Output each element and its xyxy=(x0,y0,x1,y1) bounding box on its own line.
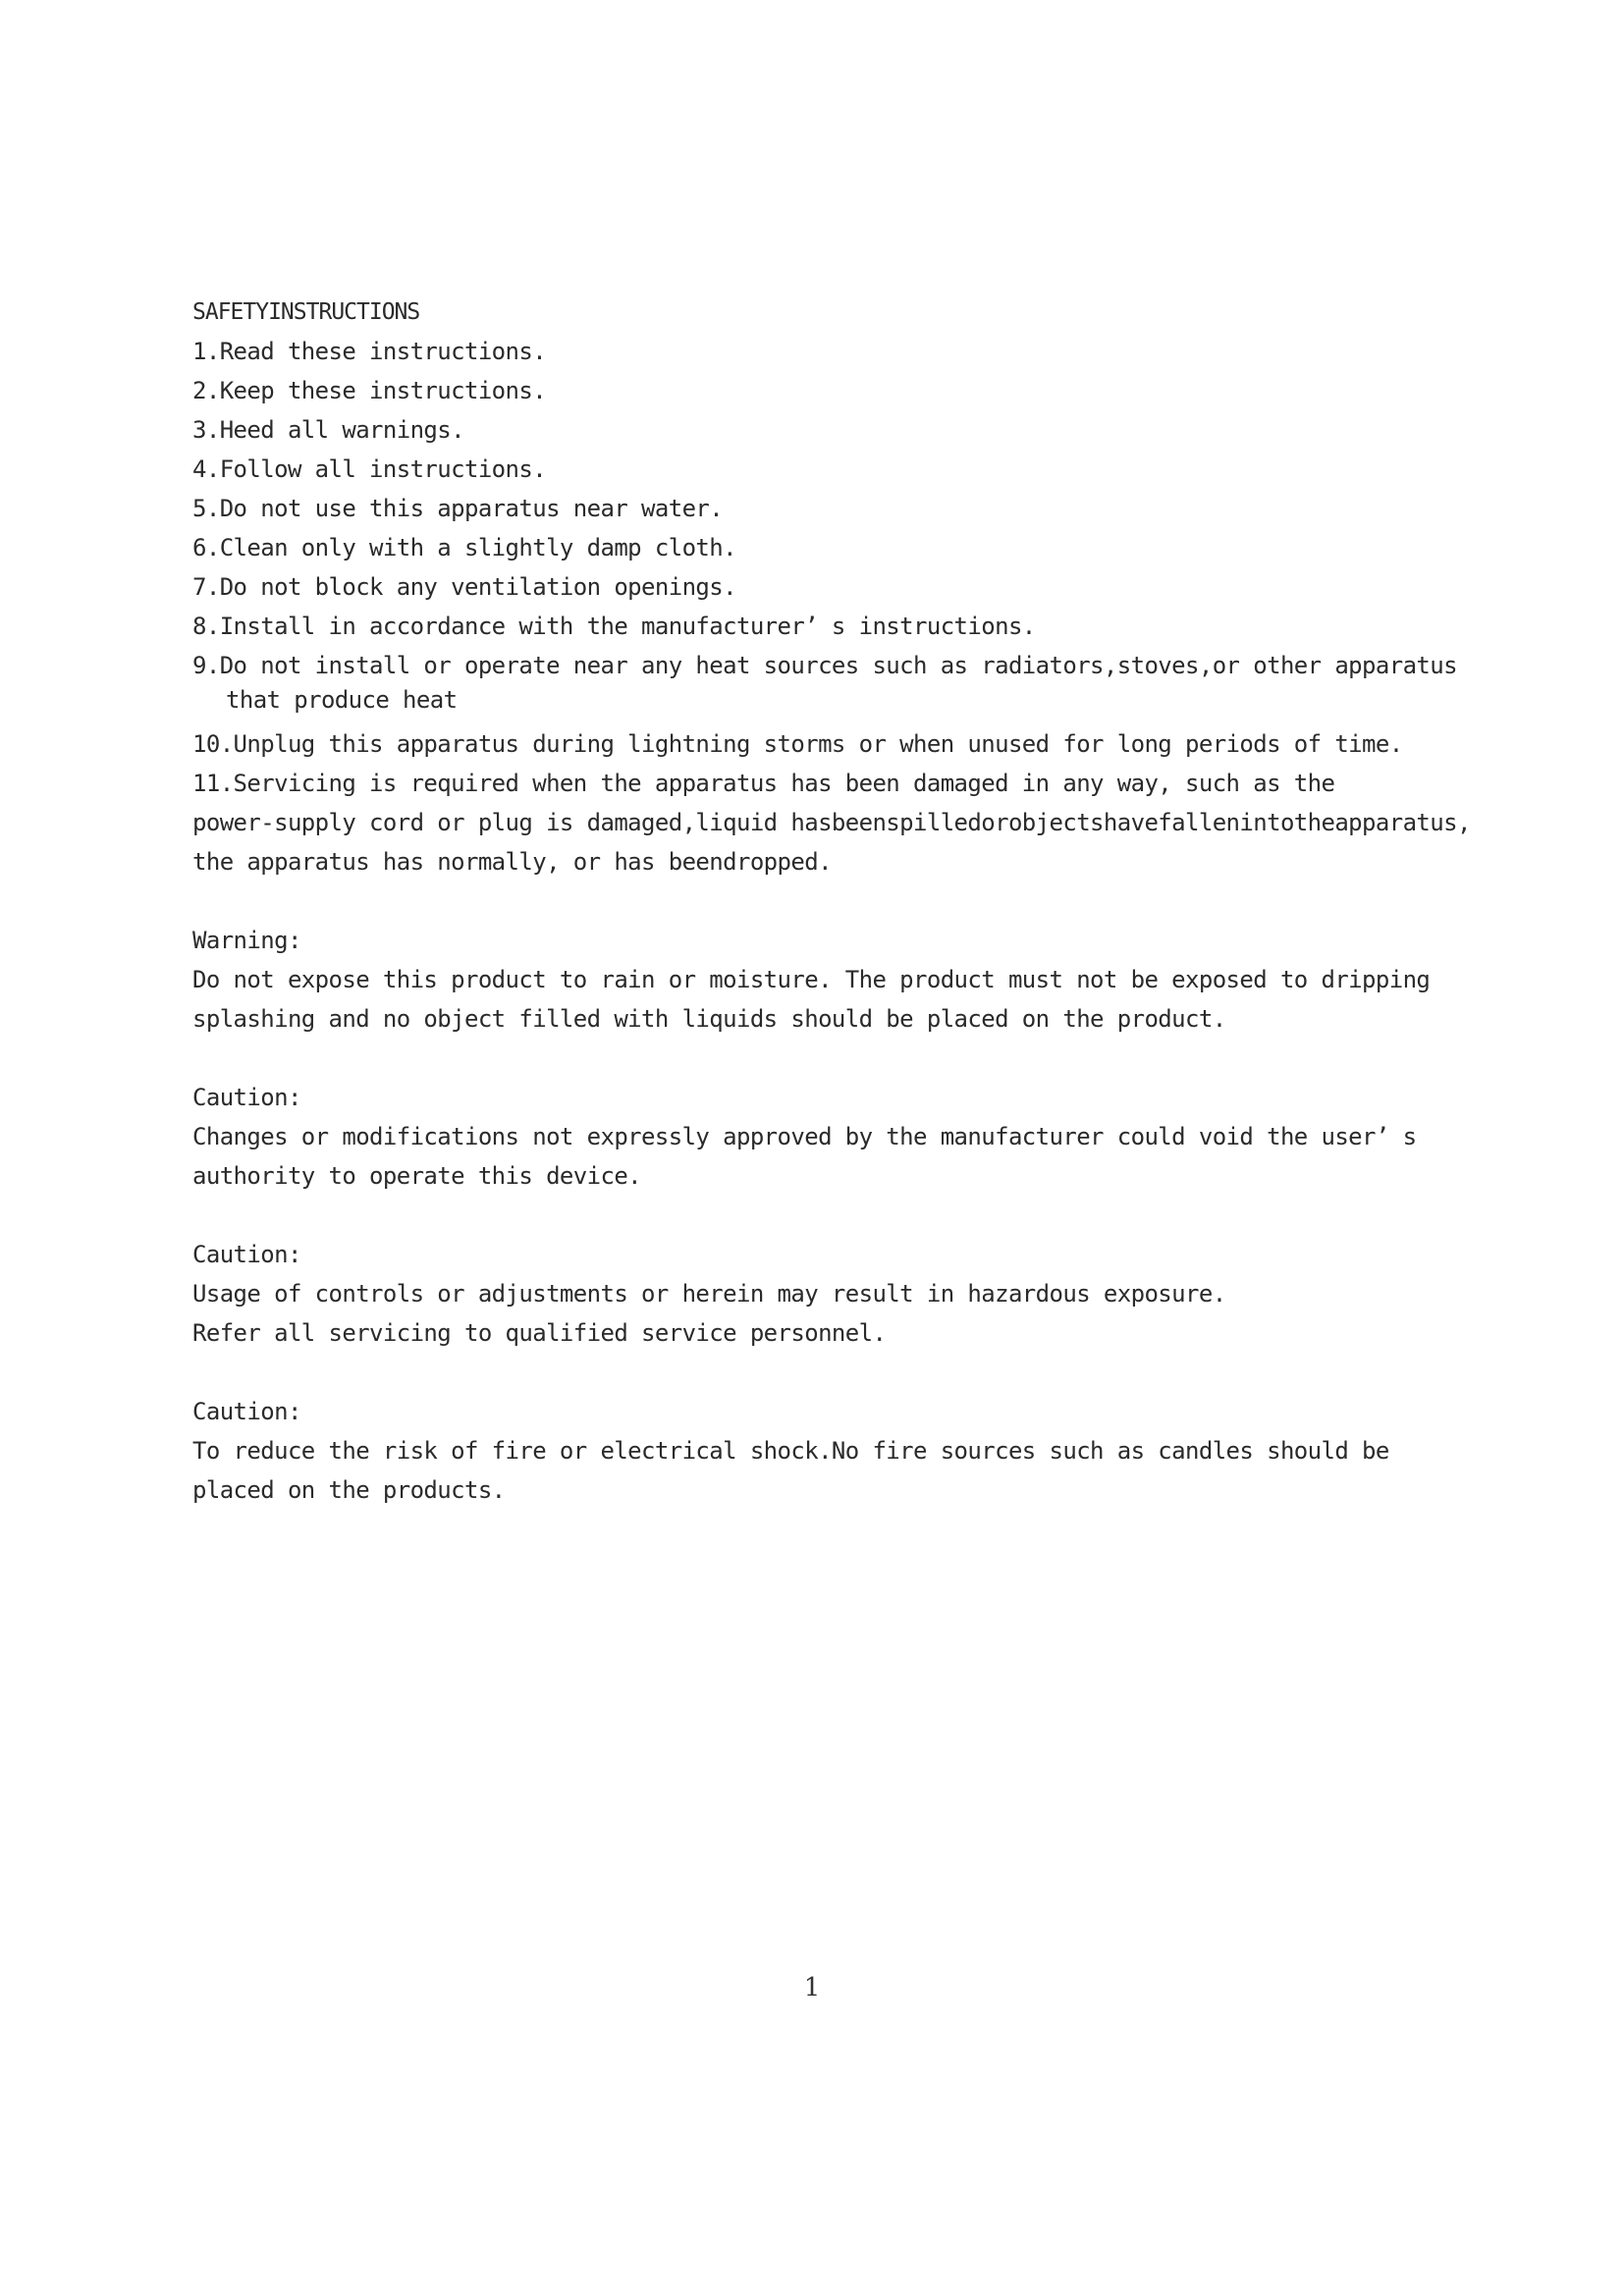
list-item-7: 7.Do not block any ventilation openings. xyxy=(192,573,736,601)
caution-section-2 xyxy=(192,1235,1469,1353)
list-item-5: 5.Do not use this apparatus near water. xyxy=(192,495,724,522)
document-title: SAFETYINSTRUCTIONS xyxy=(192,299,420,325)
caution-3-line-1: To reduce the risk of fire or electrical shock.No fire sources such as candles should be xyxy=(192,1437,1389,1465)
caution-1-line-1: Changes or modifications not expressly approved by the manufacturer could void the user’ s xyxy=(192,1123,1417,1150)
caution-3-line-2: placed on the products. xyxy=(192,1476,506,1504)
list-item-3: 3.Heed all warnings. xyxy=(192,416,464,444)
warning-heading: Warning: xyxy=(192,927,301,954)
caution-2-heading: Caution: xyxy=(192,1241,301,1268)
list-item-9-line-2: that produce heat xyxy=(226,686,458,714)
page-number: 1 xyxy=(803,1973,821,2002)
list-item-9-line-1: 9.Do not install or operate near any heat sources such as radiators,stoves,or other apparatus xyxy=(192,652,1457,679)
list-item-4: 4.Follow all instructions. xyxy=(192,455,547,483)
list-item-10: 10.Unplug this apparatus during lightning storms or when unused for long periods of time. xyxy=(192,730,1403,758)
list-item-1: 1.Read these instructions. xyxy=(192,338,547,365)
list-item-2: 2.Keep these instructions. xyxy=(192,377,547,404)
document-body xyxy=(192,293,1469,1510)
list-item-9 xyxy=(192,646,1469,715)
warning-line-1: Do not expose this product to rain or moisture. The product must not be exposed to dripping xyxy=(192,966,1431,993)
list-item-11-line-2: power-supply cord or plug is damaged,liquid hasbeenspilledorobjectshavefallenintotheapparatus, xyxy=(192,809,1471,836)
list-item-6: 6.Clean only with a slightly damp cloth. xyxy=(192,534,736,561)
warning-section xyxy=(192,921,1469,1039)
caution-2-line-2: Refer all servicing to qualified service personnel. xyxy=(192,1319,887,1347)
caution-3-heading: Caution: xyxy=(192,1398,301,1425)
list-item-11 xyxy=(192,764,1469,881)
caution-2-line-1: Usage of controls or adjustments or herein may result in hazardous exposure. xyxy=(192,1280,1226,1308)
caution-section-3 xyxy=(192,1392,1469,1510)
list-item-11-line-1: 11.Servicing is required when the apparatus has been damaged in any way, such as the xyxy=(192,770,1335,797)
caution-section-1 xyxy=(192,1078,1469,1196)
list-item-11-line-3: the apparatus has normally, or has beendropped. xyxy=(192,848,832,876)
caution-1-heading: Caution: xyxy=(192,1084,301,1111)
list-item-8: 8.Install in accordance with the manufacturer’ s instructions. xyxy=(192,613,1036,640)
warning-line-2: splashing and no object filled with liquids should be placed on the product. xyxy=(192,1005,1226,1033)
caution-1-line-2: authority to operate this device. xyxy=(192,1162,642,1190)
